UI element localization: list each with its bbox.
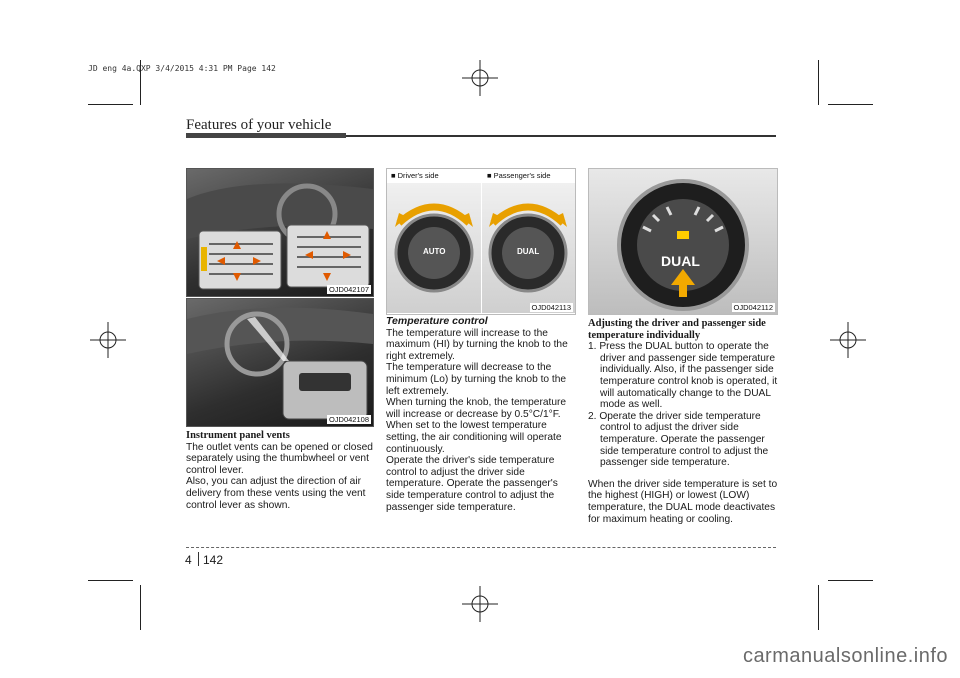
- dual-button-figure: [588, 168, 778, 315]
- figure-code-vents-bottom: OJD042108: [328, 415, 369, 424]
- list-item: 2. Operate the driver side temperature control to adjust the driver side temperature. Operate the passenger side temperature control to adjust the passenger side temperature.: [588, 410, 769, 469]
- section-title: Features of your vehicle: [186, 117, 332, 133]
- knob-drawings: [387, 183, 575, 313]
- vents-photo-bottom: [186, 298, 374, 427]
- instrument-panel-vents-heading: Instrument panel vents: [186, 430, 290, 441]
- paragraph: Operate the driver's side temperature control to adjust the driver side temperature. Operate the passenger's side temperature control to adjust the passenger side temperature.: [386, 455, 558, 513]
- column-3-text: [588, 318, 778, 525]
- temperature-knobs-figure: [386, 168, 576, 315]
- paragraph: The temperature will decrease to the minimum (Lo) by turning the knob to the left extremely.: [386, 362, 567, 397]
- column-1-text: [186, 430, 374, 511]
- paragraph: Also, you can adjust the direction of air delivery from these vents using the vent control lever as shown.: [186, 476, 366, 511]
- footer-divider: [198, 552, 199, 566]
- watermark: carmanualsonline.info: [742, 645, 948, 667]
- registration-mark-left: [88, 320, 128, 360]
- dual-knob-drawing: [589, 169, 777, 314]
- column-2-text: [386, 316, 576, 513]
- title-rule-accent: [186, 133, 346, 138]
- paragraph: When the driver side temperature is set to the highest (HIGH) or lowest (LOW) temperature, the DUAL mode deactivates for maximum heating or cooling.: [588, 478, 778, 525]
- paragraph: The temperature will increase to the maximum (HI) by turning the knob to the right extremely.: [386, 327, 568, 362]
- interior-illustration: [187, 299, 373, 426]
- figure-code-temp-knobs: OJD042113: [531, 303, 571, 312]
- drivers-side-label: ■ Driver's side: [391, 171, 439, 180]
- temperature-control-heading: Temperature control: [386, 315, 488, 327]
- registration-mark-bottom: [460, 584, 500, 624]
- registration-mark-top: [460, 58, 500, 98]
- footer-section-number: 4: [185, 553, 192, 567]
- dashboard-illustration: [187, 169, 373, 296]
- knob-dual-label: DUAL: [517, 247, 540, 256]
- print-header: JD eng 4a.QXP 3/4/2015 4:31 PM Page 142: [88, 64, 276, 73]
- footer-page-number: 142: [203, 553, 224, 567]
- vents-photo-top: [186, 168, 374, 297]
- dual-button-label: DUAL: [661, 253, 700, 269]
- footer-rule: [186, 547, 776, 548]
- figure-code-dual-button: OJD042112: [733, 303, 773, 312]
- figure-code-vents-top: OJD042107: [328, 285, 369, 294]
- paragraph: The outlet vents can be opened or closed separately using the thumbwheel or vent control lever.: [186, 441, 373, 476]
- paragraph: When turning the knob, the temperature will increase or decrease by 0.5°C/1°F. When set to the lowest temperature setting, the air conditioning will operate continuously.: [386, 397, 567, 455]
- passengers-side-label: ■ Passenger's side: [487, 171, 551, 180]
- knob-auto-label: AUTO: [423, 247, 446, 256]
- adjusting-temperature-heading: Adjusting the driver and passenger side temperature individually: [588, 318, 766, 341]
- list-item: 1. Press the DUAL button to operate the driver and passenger side temperature individually. Also, if the passenger side temperature control knob is operated, it will automatically change to the DUAL mode as well.: [588, 341, 778, 411]
- registration-mark-right: [828, 320, 868, 360]
